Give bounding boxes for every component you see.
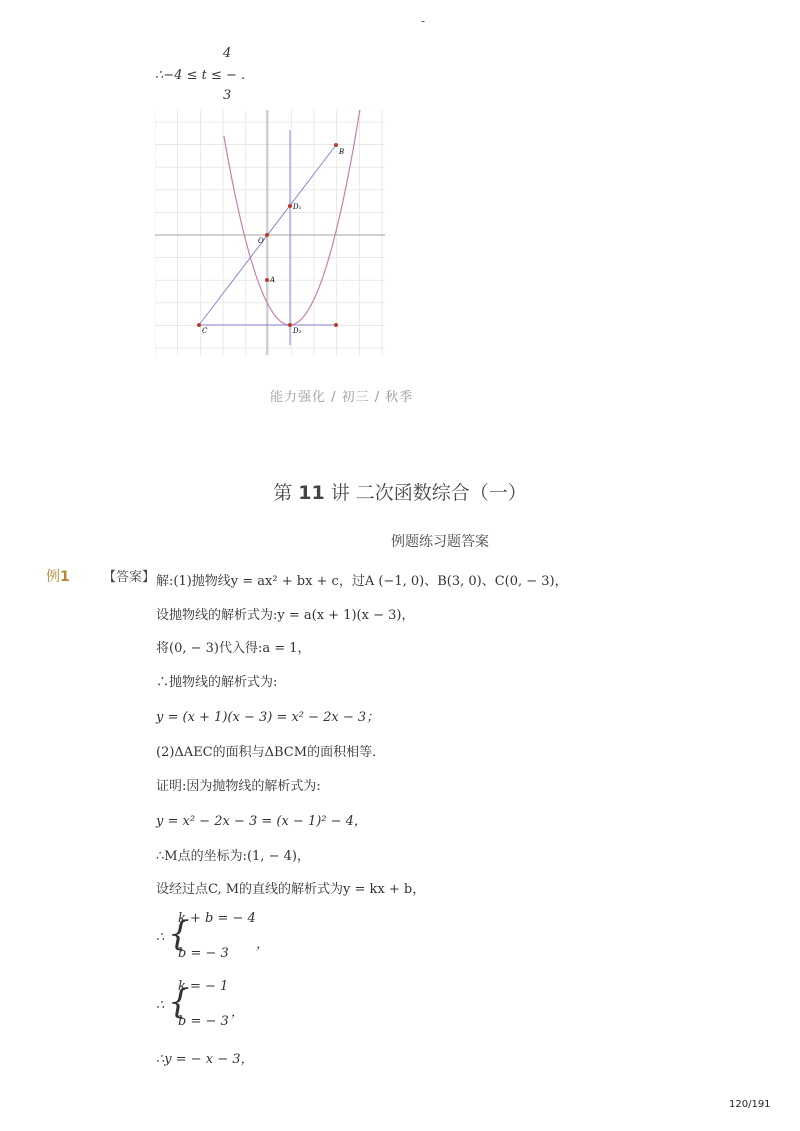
solution-line-10: 设经过点C, M的直线的解析式为y = kx + b， (156, 882, 426, 897)
lecture-title (0, 478, 800, 505)
brace-symbol: { (168, 982, 190, 1022)
label-d2: D₂ (293, 327, 302, 335)
equation-system-1 (156, 908, 276, 961)
point-d2 (288, 323, 292, 327)
solution-line-9: ∴M点的坐标为:(1, − 4)， (156, 849, 310, 864)
point-c (197, 323, 201, 327)
label-c: C (202, 327, 208, 335)
solution-line-6: (2)ΔAEC的面积与ΔBCM的面积相等． (156, 745, 386, 760)
solution-line-3: 将(0, − 3)代入得:a = 1， (156, 641, 311, 656)
parabola-curve (224, 110, 360, 325)
brace-symbol: { (168, 914, 190, 954)
system2-row1: k = − 1 (178, 979, 229, 994)
example-label (46, 566, 70, 586)
label-b: B (339, 148, 345, 156)
lecture-suffix: 讲 二次函数综合（一） (324, 482, 527, 504)
answer-tag: 【答案】 (103, 570, 156, 585)
therefore-symbol: ∴ (156, 930, 165, 945)
solution-line-8: y = x² − 2x − 3 = (x − 1)² − 4， (156, 814, 367, 829)
equation-system-2 (156, 976, 276, 1029)
footer-subtitle: 能力强化 / 初三 / 秋季 (270, 390, 414, 405)
point-b (334, 143, 338, 147)
point-o (265, 233, 269, 237)
lecture-prefix: 第 (273, 482, 299, 504)
system1-row2: b = − 3 (178, 946, 229, 961)
label-o: O (258, 237, 264, 245)
solution-line-7: 证明:因为抛物线的解析式为: (156, 779, 321, 794)
lecture-number: 11 (298, 482, 325, 504)
top-mark: - (421, 14, 426, 28)
page-number: 120/191 (729, 1099, 771, 1110)
system2-row2: b = − 3 (178, 1014, 229, 1029)
fraction-numerator: 4 (223, 46, 232, 61)
example-label-number: 1 (60, 569, 70, 585)
point-e (334, 323, 338, 327)
final-line: ∴y = − x − 3， (156, 1052, 254, 1067)
system2-tail: ， (231, 1005, 245, 1020)
point-a (265, 278, 269, 282)
example-label-prefix: 例 (46, 569, 60, 585)
solution-line-2: 设抛物线的解析式为:y = a(x + 1)(x − 3)， (156, 608, 415, 623)
inequality-suffix: . (241, 68, 246, 83)
inequality-text: ∴−4 ≤ t ≤ − (155, 68, 237, 83)
solution-line-4: ∴抛物线的解析式为: (156, 675, 278, 690)
section-title: 例题练习题答案 (391, 534, 489, 550)
point-d1 (288, 204, 292, 208)
therefore-symbol: ∴ (156, 998, 165, 1013)
solution-line-5: y = (x + 1)(x − 3) = x² − 2x − 3； (156, 710, 380, 725)
system1-tail: ， (256, 937, 270, 952)
label-d1: D₁ (293, 203, 302, 211)
fraction-denominator: 3 (223, 88, 232, 103)
function-graph (155, 110, 385, 355)
system1-row1: k + b = − 4 (178, 911, 256, 926)
solution-line-1: 解:(1)抛物线y = ax² + bx + c，过A (−1, 0)、B(3, 0)、C(0, − 3)， (156, 574, 568, 589)
label-a: A (270, 276, 276, 284)
